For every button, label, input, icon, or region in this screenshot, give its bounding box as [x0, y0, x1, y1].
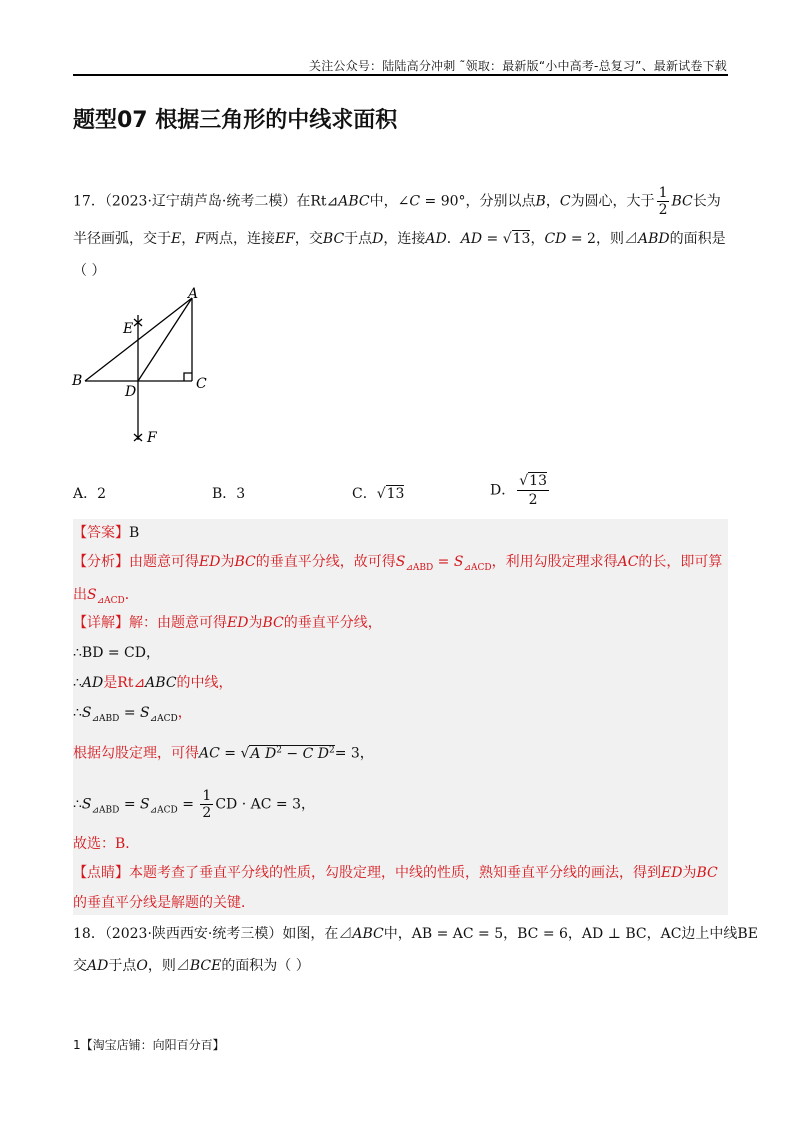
half-fraction: $\frac{1}{2}$ — [658, 185, 668, 218]
detail-line5: 根据勾股定理，可得AC = √A $D^2 - C$ $D^2= 3$， — [73, 745, 374, 762]
answer-line: 【答案】B — [73, 525, 140, 541]
label-d: D — [125, 384, 137, 400]
option-c: C．√13 — [352, 486, 405, 502]
q18-line1: 18．（2023·陕西西安·统考三模）如图，在⊿ABC中，AB = AC = 5，BC = 6，AD ⊥ BC，AC边上中线BE — [73, 926, 758, 942]
detail-line2: ∴BD = CD， — [73, 645, 160, 661]
analysis-line1: 【分析】由题意可得ED为BC的垂直平分线，故可得$S_{⊿ABD} = S_{⊿ACD}$，利用勾股定理求得AC的长，即可算 — [73, 554, 723, 573]
option-b: B．3 — [212, 486, 246, 502]
q17-line2: 半径画弧，交于E，F两点，连接EF，交BC于点D，连接AD．AD = √13，CD = 2，则⊿ABD的面积是 — [73, 231, 726, 247]
option-a: A．2 — [73, 486, 107, 502]
segment-ad — [138, 298, 192, 381]
detail-line1: 【详解】解：由题意可得ED为BC的垂直平分线， — [73, 615, 382, 631]
detail-line6: $\therefore S_{⊿ABD} = S_{⊿ACD}$ = $\frac{1}{2}$ CD · AC = 3， — [73, 788, 315, 821]
analysis-line2: 出$S_{⊿ACD}$． — [73, 587, 139, 606]
label-f: F — [147, 430, 157, 446]
q18-line2: 交AD于点O，则⊿BCE的面积为（ ） — [73, 958, 310, 974]
detail-line3: ∴AD是Rt⊿ABC的中线， — [73, 675, 233, 691]
option-d: D． $\frac{√13}{2}$ — [490, 473, 547, 508]
tip-line2: 的垂直平分线是解题的关键． — [73, 895, 255, 911]
section-title: 题型07 根据三角形的中线求面积 — [73, 108, 398, 133]
choose-line: 故选：B． — [73, 836, 140, 852]
detail-line4: $\therefore S_{⊿ABD} = S_{⊿ACD}$， — [73, 705, 192, 724]
label-a: A — [188, 286, 199, 302]
page-footer: 1【淘宝店铺：向阳百分百】 — [73, 1038, 225, 1052]
q17-line1: 17．（2023·辽宁葫芦岛·统考二模）在Rt⊿ABC中，∠C = 90°，分别以点B，C为圆心，大于 $\frac{1}{2}$ BC长为 — [73, 185, 721, 218]
label-e: E — [123, 321, 134, 337]
q17-source: （2023·辽宁葫芦岛·统考二模） — [104, 193, 297, 210]
page-header: 关注公众号：陆陆高分冲刺 ˜领取：最新版“小中高考-总复习”、最新试卷下载 — [309, 59, 727, 73]
header-divider — [73, 74, 728, 76]
label-b: B — [72, 373, 83, 389]
q17-figure — [68, 285, 228, 450]
right-angle-mark — [184, 373, 192, 381]
q17-bracket: （ ） — [73, 263, 106, 279]
q17-number: 17． — [73, 193, 105, 210]
label-c: C — [196, 376, 207, 392]
tip-line1: 【点睛】本题考查了垂直平分线的性质，勾股定理，中线的性质，熟知垂直平分线的画法，得到ED为BC — [73, 865, 718, 881]
